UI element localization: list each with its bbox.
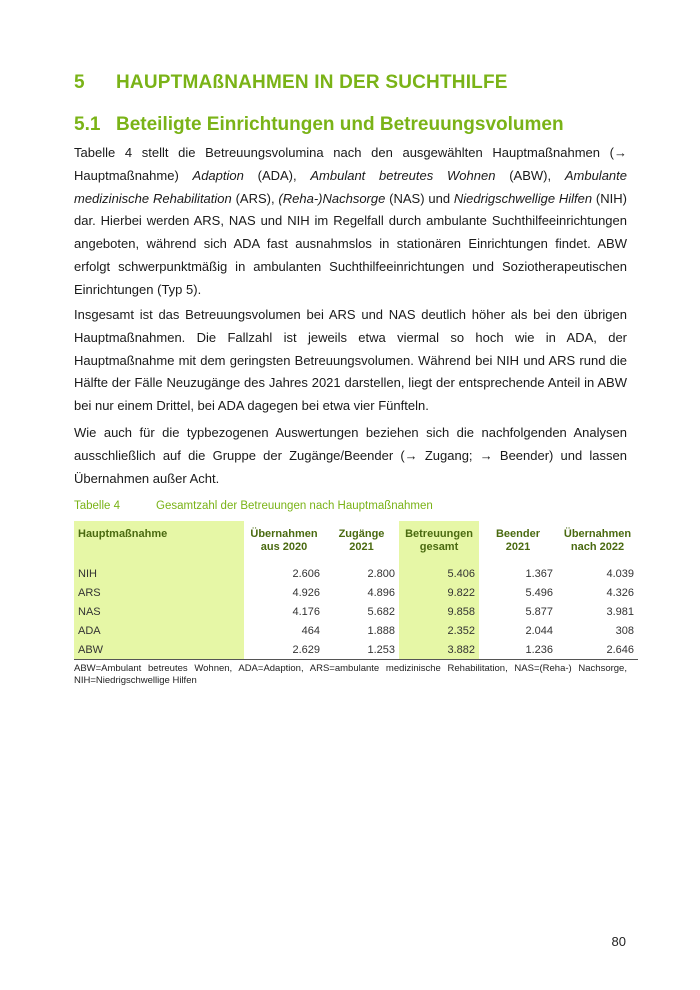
cell: 9.858 <box>399 602 479 621</box>
col-header <box>479 521 557 564</box>
text-run: (ABW), <box>495 167 565 183</box>
table-caption-title: Gesamtzahl der Betreuungen nach Hauptmaßnahmen <box>156 500 433 512</box>
col-header-line: Betreuungen <box>405 528 473 540</box>
cell: 4.926 <box>292 586 320 599</box>
cell: 1.236 <box>479 640 557 660</box>
col-header <box>399 521 479 564</box>
col-header-line: 2021 <box>505 541 531 553</box>
cell: 2.629 <box>244 640 324 660</box>
col-header <box>557 521 638 564</box>
row-label: ADA <box>74 621 244 640</box>
cell: 2.352 <box>399 621 479 640</box>
row-label: NIH <box>74 564 244 583</box>
term-abw: Ambulant betreutes Wohnen <box>310 167 496 183</box>
paragraph-2-text: Insgesamt ist das Betreuungsvolumen bei ARS und NAS deutlich höher als bei den übrigen Hauptmaßnahmen. Die Fallzahl ist jeweils etwa viermal so hoch wie in ADA, der Hauptmaßnahme mit dem geringsten Betreuungsvolumen. Während bei NIH und ARS rund die Hälfte der Fälle Neuzugänge des Jahres 2021 darstellen, liegt der entsprechende Anteil in ABW bei nur einem Drittel, bei ADA dagegen bei etwa vier Fünfteln. <box>74 307 627 414</box>
col-header-line: Übernahmen <box>563 528 632 540</box>
cell: 2.606 <box>292 567 320 580</box>
cell: 4.176 <box>292 605 320 618</box>
paragraph-1 <box>74 142 627 312</box>
table-caption-label: Tabelle 4 <box>74 500 121 512</box>
page-number: 80 <box>611 934 626 949</box>
cell: 4.326 <box>606 586 634 599</box>
cell: 4.039 <box>606 567 634 580</box>
cell: 4.896 <box>367 586 395 599</box>
table-footnote: ABW=Ambulant betreutes Wohnen, ADA=Adaption, ARS=ambulante medizinische Rehabilitation, NAS=(Reha-) Nachsorge, NIH=Niedrigschwellige Hilfen <box>74 663 627 686</box>
cell: 1.253 <box>324 640 399 660</box>
paragraph-2 <box>74 304 627 428</box>
cell: 5.877 <box>525 605 553 618</box>
cell: 3.981 <box>606 605 634 618</box>
col-header-line: Beender <box>495 528 541 540</box>
text-run: (NAS) und <box>385 190 454 206</box>
cell: 1.888 <box>367 624 395 637</box>
term-adaption: Adaption <box>192 167 244 183</box>
term-nas: (Reha-)Nachsorge <box>278 190 386 206</box>
table-header-row <box>74 521 638 564</box>
text-run: (ARS), <box>231 190 279 206</box>
section-heading <box>74 114 564 136</box>
paragraph-3 <box>74 422 627 500</box>
cell: 2.044 <box>525 624 553 637</box>
cell: 2.800 <box>367 567 395 580</box>
col-header-line: gesamt <box>419 541 459 553</box>
text-run: (ADA), <box>243 167 311 183</box>
text-run: (NIH) dar. Hierbei werden ARS, NAS und NIH im Regelfall durch ambulante Suchthilfeeinrichtungen angeboten, während sich ADA fast ausnahmslos in stationären Einrichtungen findet. ABW erfolgt schwerpunktmäßig in ambulanten Suchthilfeeinrichtungen und Soziotherapeutischen Einrichtungen (Typ 5). <box>74 190 627 297</box>
col-header-line: 2021 <box>349 541 374 553</box>
col-header <box>324 521 399 564</box>
term-nih: Niedrigschwellige Hilfen <box>453 190 593 206</box>
col-header-line: Übernahmen <box>250 528 318 540</box>
col-header-line: Zugänge <box>338 528 385 540</box>
col-header: Hauptmaßnahme <box>74 521 244 564</box>
chapter-number: 5 <box>74 72 85 93</box>
table-row <box>74 621 638 640</box>
text-run: Tabelle 4 stellt die Betreuungsvolumina nach den ausgewählten Hauptmaßnahmen (→ Hauptmaßnahme) <box>74 145 627 183</box>
table-row <box>74 640 638 660</box>
cell: 3.882 <box>399 640 479 660</box>
cell: 5.496 <box>525 586 553 599</box>
row-label: ABW <box>74 640 244 660</box>
cell: 1.367 <box>525 567 553 580</box>
chapter-title: HAUPTMAßNAHMEN IN DER SUCHTHILFE <box>116 72 508 93</box>
section-number: 5.1 <box>74 114 101 135</box>
chapter-heading <box>74 72 508 94</box>
col-header-line: aus 2020 <box>260 541 308 553</box>
table-row <box>74 583 638 602</box>
col-header <box>244 521 324 564</box>
cell: 9.822 <box>399 583 479 602</box>
col-header-line: nach 2022 <box>570 541 625 553</box>
section-title: Beteiligte Einrichtungen und Betreuungsvolumen <box>116 114 564 135</box>
table-row <box>74 602 638 621</box>
cell: 5.406 <box>399 564 479 583</box>
table-caption <box>74 500 433 512</box>
cell: 308 <box>615 624 634 637</box>
cell: 464 <box>301 624 320 637</box>
table-row <box>74 564 638 583</box>
cell: 5.682 <box>367 605 395 618</box>
paragraph-3-text: Wie auch für die typbezogenen Auswertungen beziehen sich die nachfolgenden Analysen ausschließlich auf die Gruppe der Zugänge/Beender (→ Zugang; → Beender) und lassen Übernahmen außer Acht. <box>74 425 627 486</box>
row-label: ARS <box>74 583 244 602</box>
row-label: NAS <box>74 602 244 621</box>
cell: 2.646 <box>557 640 638 660</box>
term-ars: Ambulante medizinische Rehabilitation <box>74 167 627 206</box>
data-table <box>74 521 638 660</box>
